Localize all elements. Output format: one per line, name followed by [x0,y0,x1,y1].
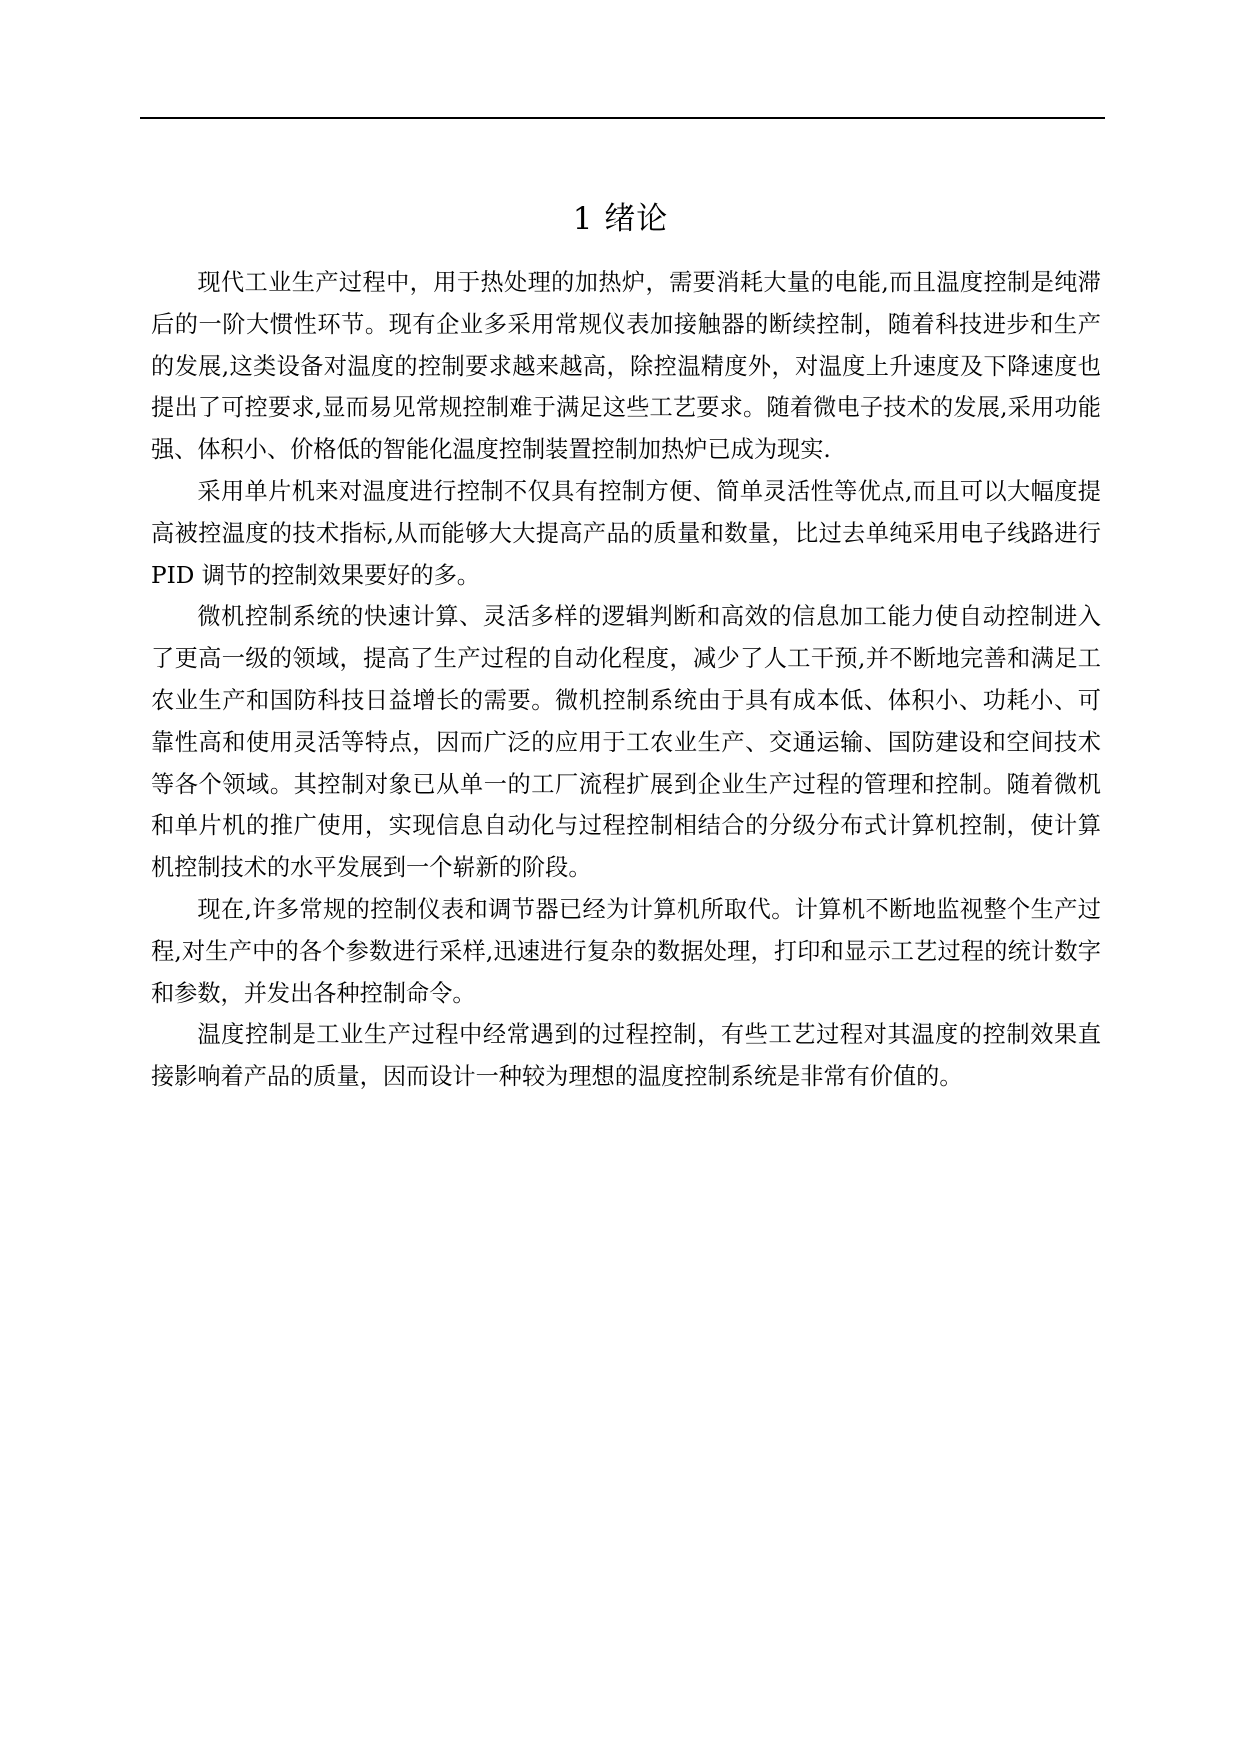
paragraph-2: 采用单片机来对温度进行控制不仅具有控制方便、简单灵活性等优点,而且可以大幅度提高被控温度的技术指标,从而能够大大提高产品的质量和数量，比过去单纯采用电子线路进行 PID 调节的控制效果要好的多。 [151,477,1101,589]
body-text [151,262,1101,1098]
header-rule [140,117,1105,119]
chapter-title: 1 绪论 [572,201,669,237]
paragraph-3: 微机控制系统的快速计算、灵活多样的逻辑判断和高效的信息加工能力使自动控制进入了更高一级的领域，提高了生产过程的自动化程度，减少了人工干预,并不断地完善和满足工农业生产和国防科技日益增长的需要。微机控制系统由于具有成本低、体积小、功耗小、可靠性高和使用灵活等特点，因而广泛的应用于工农业生产、交通运输、国防建设和空间技术等各个领域。其控制对象已从单一的工厂流程扩展到企业生产过程的管理和控制。随着微机和单片机的推广使用，实现信息自动化与过程控制相结合的分级分布式计算机控制，使计算机控制技术的水平发展到一个崭新的阶段。 [151,603,1101,882]
paragraph-5: 温度控制是工业生产过程中经常遇到的过程控制，有些工艺过程对其温度的控制效果直接影响着产品的质量，因而设计一种较为理想的温度控制系统是非常有价值的。 [151,1021,1101,1091]
paragraph-4: 现在,许多常规的控制仪表和调节器已经为计算机所取代。计算机不断地监视整个生产过程,对生产中的各个参数进行采样,迅速进行复杂的数据处理，打印和显示工艺过程的统计数字和参数，并发出各种控制命令。 [151,895,1101,1007]
paragraph-1: 现代工业生产过程中，用于热处理的加热炉，需要消耗大量的电能,而且温度控制是纯滞后的一阶大惯性环节。现有企业多采用常规仪表加接触器的断续控制，随着科技进步和生产的发展,这类设备对温度的控制要求越来越高，除控温精度外，对温度上升速度及下降速度也提出了可控要求,显而易见常规控制难于满足这些工艺要求。随着微电子技术的发展,采用功能强、体积小、价格低的智能化温度控制装置控制加热炉已成为现实. [151,269,1101,464]
